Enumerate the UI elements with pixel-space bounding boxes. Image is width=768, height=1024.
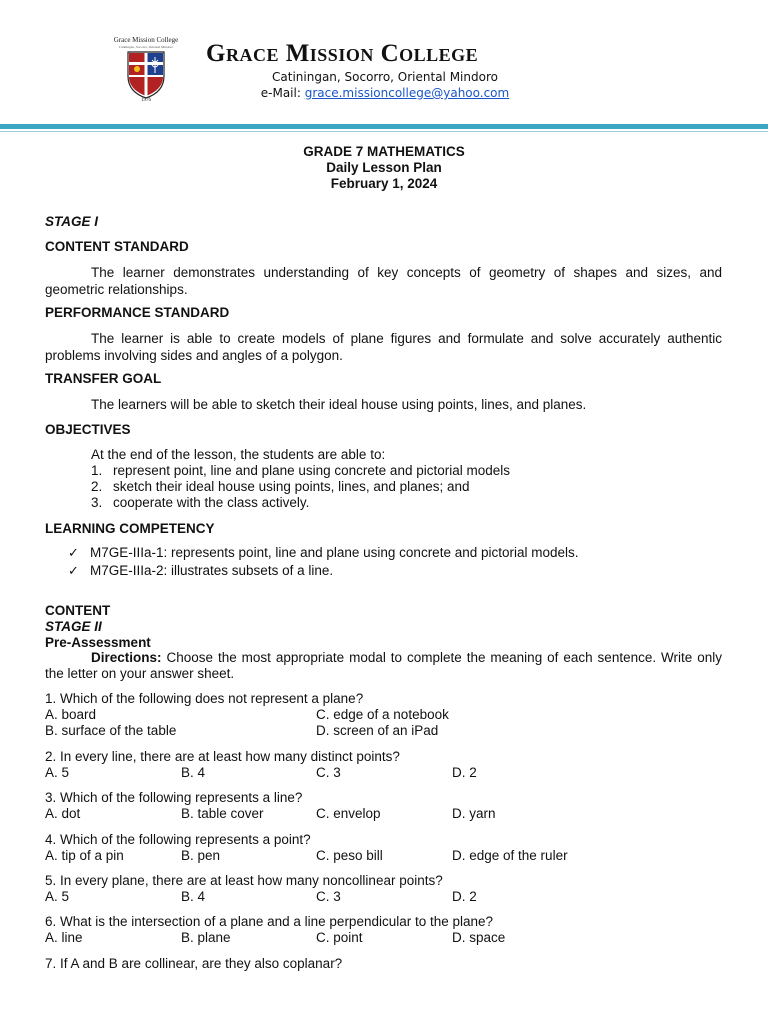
header-band bbox=[0, 124, 768, 129]
answer-choice: B. pen bbox=[181, 848, 221, 863]
question-text: 5. In every plane, there are at least how many noncollinear points? bbox=[45, 873, 443, 888]
answer-choice: A. tip of a pin bbox=[45, 848, 124, 863]
objective-number: 1. bbox=[91, 463, 103, 478]
question-text: 6. What is the intersection of a plane and a line perpendicular to the plane? bbox=[45, 914, 494, 929]
objective-number: 3. bbox=[91, 495, 103, 510]
title-date: February 1, 2024 bbox=[330, 176, 438, 191]
answer-choice: B. plane bbox=[181, 930, 231, 945]
stage-1-heading: STAGE I bbox=[45, 214, 99, 229]
content-heading: CONTENT bbox=[45, 603, 111, 618]
email-link[interactable]: grace.missioncollege@yahoo.com bbox=[304, 86, 510, 100]
answer-choice: D. edge of the ruler bbox=[452, 848, 568, 863]
answer-choice: C. peso bill bbox=[316, 848, 383, 863]
answer-choice: B. 4 bbox=[181, 889, 206, 904]
content-standard-text: The learner demonstrates understanding of key concepts of geometry of shapes and sizes, and geometric relationships. bbox=[45, 265, 722, 297]
email-label: e-Mail: bbox=[260, 86, 301, 100]
answer-choice: A. 5 bbox=[45, 765, 70, 780]
title-subject: GRADE 7 MATHEMATICS bbox=[303, 144, 465, 159]
transfer-goal-heading: TRANSFER GOAL bbox=[45, 371, 162, 386]
objectives-heading: OBJECTIVES bbox=[45, 422, 131, 437]
answer-choice: D. 2 bbox=[452, 765, 477, 780]
svg-text:Catiningan, Socorro, Oriental: Catiningan, Socorro, Oriental Mindoro bbox=[118, 45, 174, 49]
checkmark-icon: ✓ bbox=[68, 563, 79, 578]
learning-competency-heading: LEARNING COMPETENCY bbox=[45, 521, 215, 536]
school-logo bbox=[106, 34, 186, 102]
answer-choice: C. 3 bbox=[316, 765, 341, 780]
question-text: 1. Which of the following does not represent a plane? bbox=[45, 691, 364, 706]
transfer-goal-text: The learners will be able to sketch their ideal house using points, lines, and planes. bbox=[91, 397, 587, 412]
objective-item: represent point, line and plane using concrete and pictorial models bbox=[113, 463, 510, 478]
content-standard-heading: CONTENT STANDARD bbox=[45, 239, 189, 254]
checkmark-icon: ✓ bbox=[68, 545, 79, 560]
email-line bbox=[207, 86, 563, 100]
directions-paragraph bbox=[45, 650, 722, 682]
school-address: Catiningan, Socorro, Oriental Mindoro bbox=[272, 70, 498, 84]
question-text: 2. In every line, there are at least how many distinct points? bbox=[45, 749, 400, 764]
question-text: 7. If A and B are collinear, are they also coplanar? bbox=[45, 956, 343, 971]
title-plan: Daily Lesson Plan bbox=[326, 160, 442, 175]
answer-choice: D. space bbox=[452, 930, 506, 945]
objective-item: sketch their ideal house using points, lines, and planes; and bbox=[113, 479, 470, 494]
answer-choice: B. 4 bbox=[181, 765, 206, 780]
svg-text:Grace Mission College: Grace Mission College bbox=[113, 36, 179, 44]
objectives-intro: At the end of the lesson, the students are able to: bbox=[91, 447, 386, 462]
competency-item: M7GE-IIIa-1: represents point, line and plane using concrete and pictorial models. bbox=[90, 545, 579, 560]
objective-item: cooperate with the class actively. bbox=[113, 495, 310, 510]
school-name: Grace Mission College bbox=[206, 40, 479, 67]
objective-number: 2. bbox=[91, 479, 103, 494]
svg-text:1976: 1976 bbox=[141, 98, 151, 102]
header-band-thin bbox=[0, 131, 768, 132]
answer-choice: B. surface of the table bbox=[45, 723, 177, 738]
performance-standard-text: The learner is able to create models of plane figures and formulate and solve accurately authentic problems involving sides and angles of a polygon. bbox=[45, 331, 722, 363]
directions-text: Choose the most appropriate modal to complete the meaning of each sentence. Write only the letter on your answer sheet. bbox=[45, 650, 722, 681]
performance-standard-heading: PERFORMANCE STANDARD bbox=[45, 305, 230, 320]
answer-choice: A. board bbox=[45, 707, 97, 722]
answer-choice: D. 2 bbox=[452, 889, 477, 904]
competency-item: M7GE-IIIa-2: illustrates subsets of a line. bbox=[90, 563, 334, 578]
answer-choice: C. 3 bbox=[316, 889, 341, 904]
stage-2-heading: STAGE II bbox=[45, 619, 102, 634]
pre-assessment-heading: Pre-Assessment bbox=[45, 635, 151, 650]
answer-choice: A. line bbox=[45, 930, 83, 945]
answer-choice: A. dot bbox=[45, 806, 81, 821]
answer-choice: C. envelop bbox=[316, 806, 381, 821]
directions-label: Directions: bbox=[91, 650, 162, 665]
answer-choice: C. point bbox=[316, 930, 363, 945]
answer-choice: C. edge of a notebook bbox=[316, 707, 449, 722]
answer-choice: A. 5 bbox=[45, 889, 70, 904]
answer-choice: B. table cover bbox=[181, 806, 264, 821]
question-text: 4. Which of the following represents a point? bbox=[45, 832, 311, 847]
answer-choice: D. screen of an iPad bbox=[316, 723, 439, 738]
question-text: 3. Which of the following represents a line? bbox=[45, 790, 303, 805]
answer-choice: D. yarn bbox=[452, 806, 496, 821]
